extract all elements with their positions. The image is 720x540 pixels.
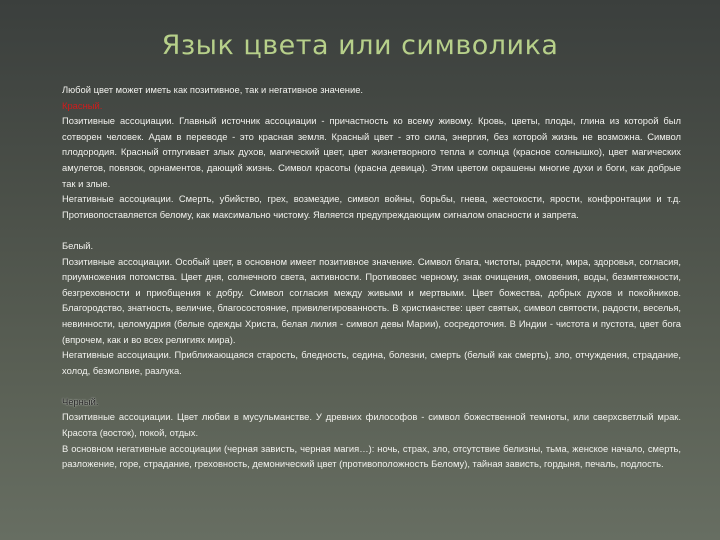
white-positive-text: Позитивные ассоциации. Особый цвет, в основном имеет позитивное значение. Символ блага, чистоты, радости, мира, здоровья, согласия, приумножения потомства. Цвет дня, солнечного света, активности. Противовес черному, знак очищения, омовения, воды, безмятежности, безгреховности и приобщения к добру. Символ согласия между живыми и мертвыми. Цвет божества, добрых духов и покойников. Благородство, знатность, величие, благосостояние, привилегированность. В христианстве: цвет святых, символ святости, радости, веселья, невинности, целомудрия (белые одежды Христа, белая лилия - символ девы Марии), сосредоточия. В Индии - чистота и пустота, цвет бога (впрочем, как и во всех религиях мира). bbox=[62, 255, 681, 345]
black-positive-text: Позитивные ассоциации. Цвет любви в мусульманстве. У древних философов - символ божественной темноты, или сверхсветлый мрак. Красота (восток), покой, отдых. bbox=[62, 411, 681, 439]
white-negative-text: Негативные ассоциации. Приближающаяся старость, бледность, седина, болезни, смерть (белый как смерть), зло, отчуждения, страдание, холод, безмолвие, разлука. bbox=[62, 349, 681, 376]
black-negative-text: В основном негативные ассоциации (черная зависть, черная магия…): ночь, страх, зло, отсутствие белизны, тьма, женское начало, смерть, разложение, горе, страдание, греховность, демонический цвет (противоположность Белому), тайная зависть, гордыня, печаль, подлость. bbox=[62, 442, 681, 470]
spacer bbox=[62, 378, 681, 394]
red-negative-text: Негативные ассоциации. Смерть, убийство, грех, возмездие, символ войны, борьбы, гнева, жестокости, ярости, конфронтации и т.д. Противопоставляется белому, как максимально чистому. Является предупреждающим сигналом опасности и запрета. bbox=[62, 193, 681, 220]
red-heading: Красный. bbox=[62, 99, 103, 111]
red-positive-text: Позитивные ассоциации. Главный источник ассоциации - причастность ко всему живому. Кровь, цветы, плоды, глина из которой был сотворен человек. Адам в переводе - это красная земля. Красный цвет - это сила, энергия, без которой жизнь не возможна. Символ плодородия. Красный отпугивает злых духов, магический цвет, цвет жизнетворного тепла и солнца (красное солнышко), цвет магических амулетов, повязок, орнаментов, дающий жизнь. Символ красоты (красна девица). Этим цветом окрашены многие духи и боги, как добрые так и злые. bbox=[62, 115, 681, 189]
intro-text: Любой цвет может иметь как позитивное, так и негативное значение. bbox=[62, 84, 364, 95]
slide-body bbox=[62, 82, 681, 472]
spacer bbox=[62, 222, 681, 238]
white-heading: Белый. bbox=[62, 239, 94, 251]
slide-title: Язык цвета или символика bbox=[161, 30, 559, 61]
black-heading: Черный. bbox=[62, 395, 99, 407]
